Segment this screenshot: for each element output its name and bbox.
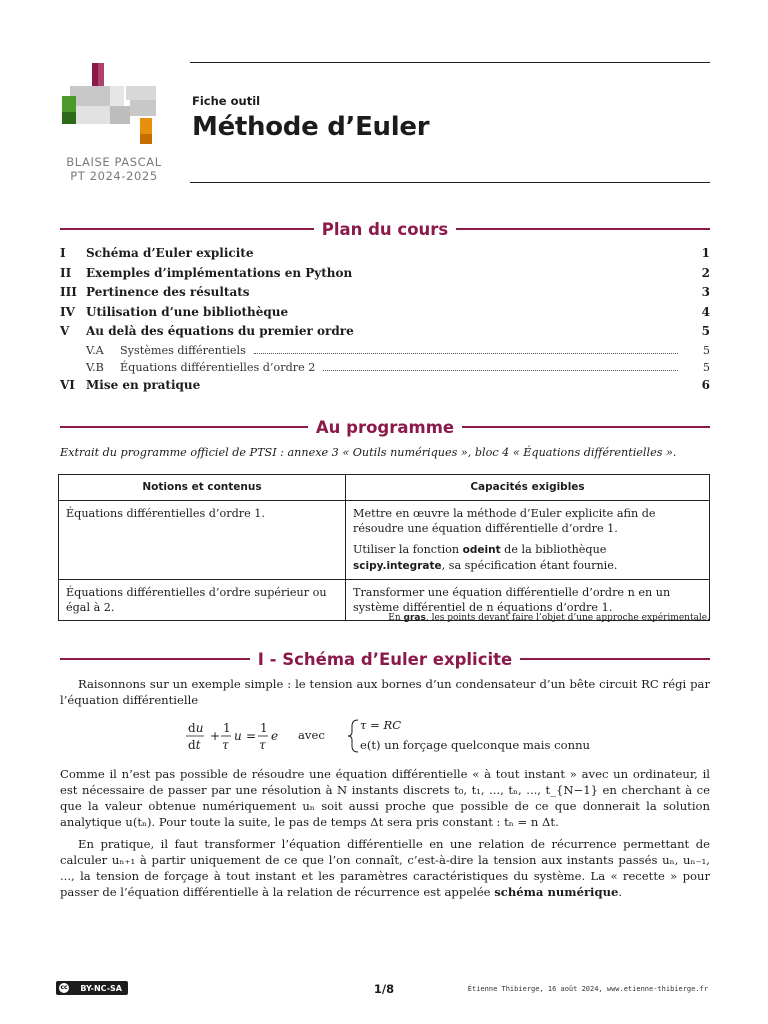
section-heading-plan: [60, 216, 710, 242]
equation-avec: avec: [298, 728, 325, 742]
toc-number: IV: [60, 304, 75, 319]
text-span: de la bibliothèque: [500, 543, 607, 556]
text-span: , les points devant faire l’objet d’une approche expérimentale.: [425, 613, 710, 623]
page-number: 1/8: [373, 982, 395, 996]
programme-intro: Extrait du programme officiel de PTSI : annexe 3 « Outils numériques », bloc 4 « Équations différentielles ».: [60, 446, 677, 459]
document-title: Méthode d’Euler: [192, 112, 430, 142]
toc-label: Au delà des équations du premier ordre: [86, 324, 354, 338]
toc-page: 5: [701, 324, 710, 338]
toc-page: 5: [702, 343, 710, 357]
school-name-line: BLAISE PASCAL: [66, 155, 162, 169]
toc-leader-dots: [254, 353, 678, 354]
toc-label: Systèmes différentiels: [120, 343, 246, 357]
toc-leader-dots: [323, 370, 678, 371]
toc-page: 3: [701, 285, 710, 299]
header-rule-bottom: [190, 182, 710, 183]
toc-entry-5a[interactable]: [60, 344, 710, 361]
author-credit: Étienne Thibierge, 16 août 2024, www.etienne-thibierge.fr: [467, 985, 708, 993]
toc-entry-6[interactable]: [60, 378, 710, 398]
toc-number: I: [60, 246, 66, 260]
column-header: Capacités exigibles: [346, 475, 710, 501]
license-label: BY-NC-SA: [80, 983, 122, 993]
header-rule-top: [190, 62, 710, 63]
table-cell: Équations différentielles d’ordre 1.: [59, 501, 346, 580]
document-kind: Fiche outil: [192, 94, 261, 108]
toc-entry-2[interactable]: [60, 266, 710, 286]
heading-rule: [456, 228, 710, 230]
equation-forcing: e(t) un forçage quelconque mais connu: [360, 738, 591, 752]
svg-text:τ: τ: [222, 738, 229, 752]
heading-label: I - Schéma d’Euler explicite: [257, 649, 513, 669]
heading-rule: [60, 228, 314, 230]
heading-rule: [520, 658, 710, 660]
table-cell: Équations différentielles d’ordre supérieur ou égal à 2.: [59, 580, 346, 621]
toc-page: 4: [701, 304, 710, 319]
school-logo: [56, 60, 172, 152]
svg-text:=: =: [246, 729, 257, 743]
toc-page: 2: [701, 265, 710, 280]
toc-number: III: [60, 285, 77, 299]
column-header: Notions et contenus: [59, 475, 346, 501]
capacity-text: [353, 542, 702, 574]
programme-table: [58, 474, 710, 621]
text-span: Utiliser la fonction: [353, 543, 463, 556]
toc-entry-5[interactable]: [60, 324, 710, 344]
heading-label: Plan du cours: [321, 219, 449, 239]
svg-text:du: du: [188, 721, 204, 735]
heading-rule: [462, 426, 710, 428]
toc-number: VI: [60, 377, 75, 392]
toc-page: 6: [701, 377, 710, 392]
table-row: [59, 501, 710, 580]
table-cell: [346, 501, 710, 580]
text-span: En: [388, 613, 404, 623]
paragraph: Raisonnons sur un exemple simple : le tension aux bornes d’un condensateur d’un bête circuit RC régi par l’équation différentielle: [60, 677, 710, 707]
toc-entry-4[interactable]: [60, 305, 710, 325]
toc-entry-1[interactable]: [60, 246, 710, 266]
toc-number: V: [60, 324, 70, 338]
toc-number: V.A: [86, 343, 104, 357]
school-year: PT 2024-2025: [70, 169, 158, 183]
toc-page: 5: [702, 360, 710, 374]
svg-text:1: 1: [223, 721, 231, 735]
toc-label: Pertinence des résultats: [86, 285, 250, 299]
table-of-contents: [60, 246, 710, 397]
toc-entry-3[interactable]: [60, 285, 710, 305]
text-span: , sa spécification étant fournie.: [441, 559, 618, 572]
keyword: odeint: [462, 544, 501, 556]
svg-text:dt: dt: [188, 738, 201, 752]
paragraph-intro: [60, 676, 710, 714]
toc-label: Exemples d’implémentations en Python: [86, 265, 353, 280]
keyword: scipy.integrate: [353, 560, 442, 572]
toc-entry-5b[interactable]: [60, 361, 710, 378]
table-cell: Transformer une équation différentielle d’ordre n en un système différentiel de n équations d’ordre 1.: [346, 580, 710, 621]
toc-label: Schéma d’Euler explicite: [86, 246, 254, 260]
creative-commons-icon: cc: [60, 984, 68, 991]
heading-rule: [60, 426, 308, 428]
table-header-row: [59, 475, 710, 501]
paragraph-body: [60, 766, 710, 906]
toc-number: V.B: [86, 360, 104, 374]
svg-text:+: +: [210, 729, 221, 743]
text-span: .: [618, 885, 623, 899]
school-name: [56, 155, 172, 183]
paragraph: [60, 836, 710, 900]
svg-text:1: 1: [260, 721, 268, 735]
capacity-text: Mettre en œuvre la méthode d’Euler explicite afin de résoudre une équation différentielle d’ordre 1.: [353, 507, 656, 535]
heading-label: Au programme: [315, 417, 455, 437]
keyword: gras: [403, 613, 426, 623]
table-note: [388, 613, 710, 623]
toc-label: Équations différentielles d’ordre 2: [120, 360, 316, 374]
section-heading-euler: [60, 646, 710, 672]
text-span: En pratique, il faut transformer l’équation différentielle en une relation de récurrence permettant de calculer uₙ₊₁ à partir uniquement de ce que l’on connaît, c’est-à-dire la tension aux instants passés uₙ, uₙ₋₁, ..., la tension de forçage à tout instant et les paramètres caractéristiques du système. La « recette » pour passer de l’équation différentielle à la relation de récurrence est appelée: [60, 837, 710, 899]
svg-text:e: e: [271, 729, 279, 743]
toc-page: 1: [701, 246, 710, 260]
toc-label: Mise en pratique: [86, 377, 201, 392]
svg-text:u: u: [234, 729, 242, 743]
paragraph: Comme il n’est pas possible de résoudre une équation différentielle « à tout instant » avec un ordinateur, il est nécessaire de passer par une résolution à N instants discrets t₀, t₁, ..., tₙ, ..., t_{N−1} en cherchant à ce que la valeur obtenue numériquement uₙ soit aussi proche que possible de ce que donnerait la solution analytique u(tₙ). Pour toute la suite, le pas de temps Δt sera pris constant : tₙ = n Δt.: [60, 767, 710, 829]
svg-text:τ: τ: [259, 738, 266, 752]
toc-number: II: [60, 265, 72, 280]
keyword: schéma numérique: [494, 885, 619, 899]
toc-label: Utilisation d’une bibliothèque: [86, 304, 289, 319]
equation-tau: τ = RC: [360, 718, 402, 732]
heading-rule: [60, 658, 250, 660]
section-heading-programme: [60, 414, 710, 440]
